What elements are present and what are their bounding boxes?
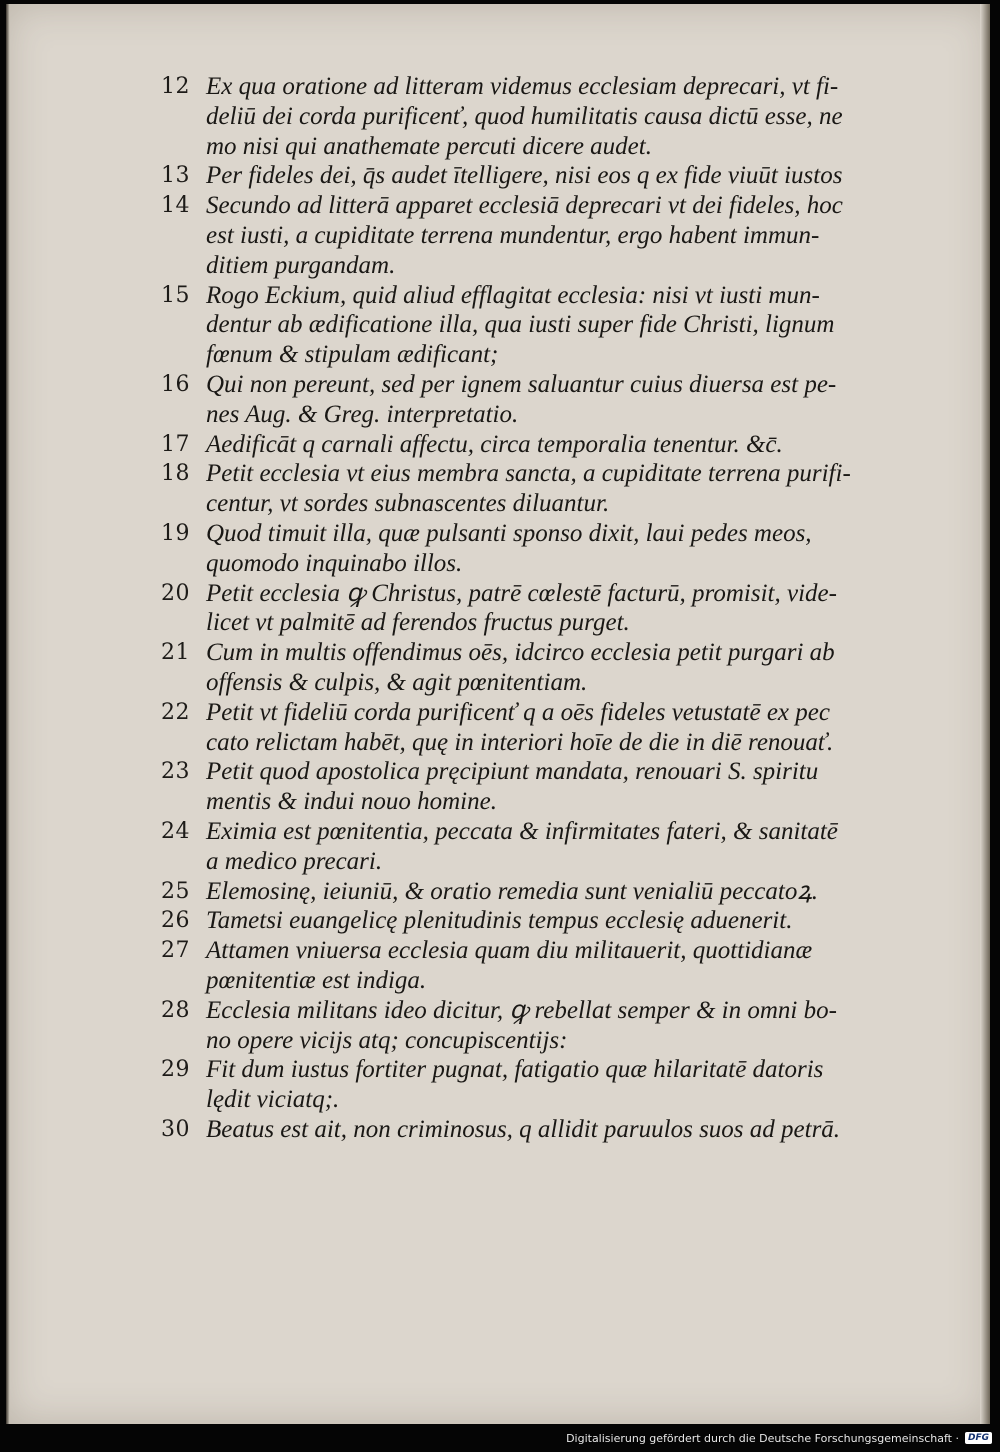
thesis-text [206, 370, 921, 430]
thesis-line: Per fideles dei, q̄s audet ītelligere, nisi eos q ex fide viuūt iustos [206, 162, 843, 190]
thesis-number: 17 [161, 431, 190, 457]
thesis-line: Tametsi euangelicę plenitudinis tempus ecclesię aduenerit. [206, 907, 793, 935]
thesis-number: 13 [161, 163, 190, 189]
thesis-24 [161, 817, 921, 877]
thesis-text [206, 579, 921, 639]
thesis-line: a medico precari. [206, 847, 383, 875]
thesis-number: 24 [161, 818, 190, 844]
thesis-number: 14 [161, 193, 190, 219]
funding-footer [0, 1424, 1000, 1452]
thesis-line: est iusti, a cupiditate terrena mundentur, ergo habent immun- [206, 221, 820, 249]
dfg-logo: DFG [965, 1432, 992, 1444]
thesis-line: Attamen vniuersa ecclesia quam diu militauerit, quottidianæ [206, 937, 813, 965]
thesis-text [206, 281, 921, 370]
thesis-line: Quod timuit illa, quæ pulsanti sponso dixit, laui pedes meos, [206, 519, 812, 547]
thesis-line: no opere vicijs atq; concupiscentijs: [206, 1026, 568, 1054]
thesis-line: Rogo Eckium, quid aliud efflagitat ecclesia: nisi vt iusti mun- [206, 281, 820, 309]
thesis-20 [161, 579, 921, 639]
thesis-line: nes Aug. & Greg. interpretatio. [206, 400, 519, 428]
thesis-23 [161, 757, 921, 817]
thesis-number: 26 [161, 908, 190, 934]
thesis-16 [161, 370, 921, 430]
thesis-text [206, 817, 921, 877]
thesis-line: Eximia est pœnitentia, peccata & infirmitates fateri, & sanitatē [206, 817, 838, 845]
thesis-15 [161, 281, 921, 370]
thesis-number: 30 [161, 1116, 190, 1142]
thesis-text [206, 161, 921, 191]
thesis-line: ditiem purgandam. [206, 251, 396, 279]
thesis-19 [161, 519, 921, 579]
funding-text: Digitalisierung gefördert durch die Deutsche Forschungsgemeinschaft · [566, 1431, 959, 1445]
thesis-text [206, 72, 921, 161]
thesis-22 [161, 698, 921, 758]
thesis-17 [161, 430, 921, 460]
thesis-text [206, 191, 921, 280]
thesis-text [206, 1115, 921, 1145]
thesis-text [206, 996, 921, 1056]
thesis-number: 22 [161, 699, 190, 725]
thesis-line: Petit quod apostolica pręcipiunt mandata, renouari S. spiritu [206, 758, 819, 786]
thesis-line: Petit ecclesia ꝙ Christus, patrē cœlestē facturū, promisit, vide- [206, 579, 837, 607]
thesis-number: 21 [161, 640, 190, 666]
thesis-line: deliū dei corda purificenť, quod humilitatis causa dictū esse, ne [206, 102, 843, 130]
thesis-text [206, 1055, 921, 1115]
thesis-21 [161, 638, 921, 698]
thesis-number: 29 [161, 1057, 190, 1083]
thesis-12 [161, 72, 921, 161]
thesis-line: licet vt palmitē ad ferendos fructus purget. [206, 609, 630, 637]
thesis-text [206, 757, 921, 817]
thesis-28 [161, 996, 921, 1056]
thesis-line: pœnitentiæ est indiga. [206, 966, 427, 994]
thesis-line: Cum in multis offendimus oēs, idcirco ecclesia petit purgari ab [206, 639, 835, 667]
thesis-number: 18 [161, 461, 190, 487]
thesis-number: 16 [161, 371, 190, 397]
thesis-29 [161, 1055, 921, 1115]
thesis-line: mentis & indui nouo homine. [206, 788, 497, 816]
thesis-26 [161, 906, 921, 936]
thesis-number: 28 [161, 997, 190, 1023]
thesis-line: lędit viciatq;. [206, 1086, 340, 1114]
thesis-line: Qui non pereunt, sed per ignem saluantur cuius diuersa est pe- [206, 370, 837, 398]
thesis-text [206, 430, 921, 460]
thesis-line: Ex qua oratione ad litteram videmus ecclesiam deprecari, vt fi- [206, 73, 839, 100]
thesis-14 [161, 191, 921, 280]
thesis-30 [161, 1115, 921, 1145]
thesis-text [206, 936, 921, 996]
book-page [6, 4, 990, 1424]
thesis-number: 19 [161, 520, 190, 546]
thesis-number: 23 [161, 759, 190, 785]
thesis-text [206, 638, 921, 698]
thesis-text [206, 698, 921, 758]
theses-list [161, 72, 921, 1145]
thesis-line: offensis & culpis, & agit pœnitentiam. [206, 668, 588, 696]
thesis-text [206, 906, 921, 936]
thesis-line: mo nisi qui anathemate percuti dicere audet. [206, 132, 652, 160]
thesis-18 [161, 459, 921, 519]
thesis-line: cato relictam habēt, quę in interiori hoīe de die in diē renouať. [206, 728, 834, 756]
thesis-13 [161, 161, 921, 191]
thesis-number: 25 [161, 878, 190, 904]
thesis-text [206, 877, 921, 907]
thesis-number: 27 [161, 938, 190, 964]
thesis-line: dentur ab ædificatione illa, qua iusti super fide Christi, lignum [206, 311, 835, 339]
thesis-number: 12 [161, 74, 190, 99]
thesis-27 [161, 936, 921, 996]
thesis-line: centur, vt sordes subnascentes diluantur. [206, 490, 610, 518]
thesis-line: Elemosinę, ieiuniū, & oratio remedia sunt venialiū peccatoꝝ. [206, 877, 819, 905]
thesis-line: Petit ecclesia vt eius membra sancta, a cupiditate terrena purifi- [206, 460, 851, 488]
thesis-line: Fit dum iustus fortiter pugnat, fatigatio quæ hilaritatē datoris [206, 1056, 824, 1084]
thesis-line: fœnum & stipulam ædificant; [206, 341, 499, 369]
thesis-number: 15 [161, 282, 190, 308]
thesis-line: quomodo inquinabo illos. [206, 549, 463, 577]
thesis-number: 20 [161, 580, 190, 606]
thesis-line: Beatus est ait, non criminosus, q allidit paruulos suos ad petrā. [206, 1115, 841, 1143]
thesis-line: Petit vt fideliū corda purificenť q a oēs fideles vetustatē ex pec [206, 698, 830, 726]
thesis-line: Ecclesia militans ideo dicitur, ꝙ rebellat semper & in omni bo- [206, 996, 837, 1024]
thesis-line: Secundo ad litterā apparet ecclesiā deprecari vt dei fideles, hoc [206, 192, 843, 220]
thesis-25 [161, 877, 921, 907]
thesis-line: Aedificāt q carnali affectu, circa temporalia tenentur. &c̄. [206, 430, 783, 458]
thesis-text [206, 459, 921, 519]
thesis-text [206, 519, 921, 579]
